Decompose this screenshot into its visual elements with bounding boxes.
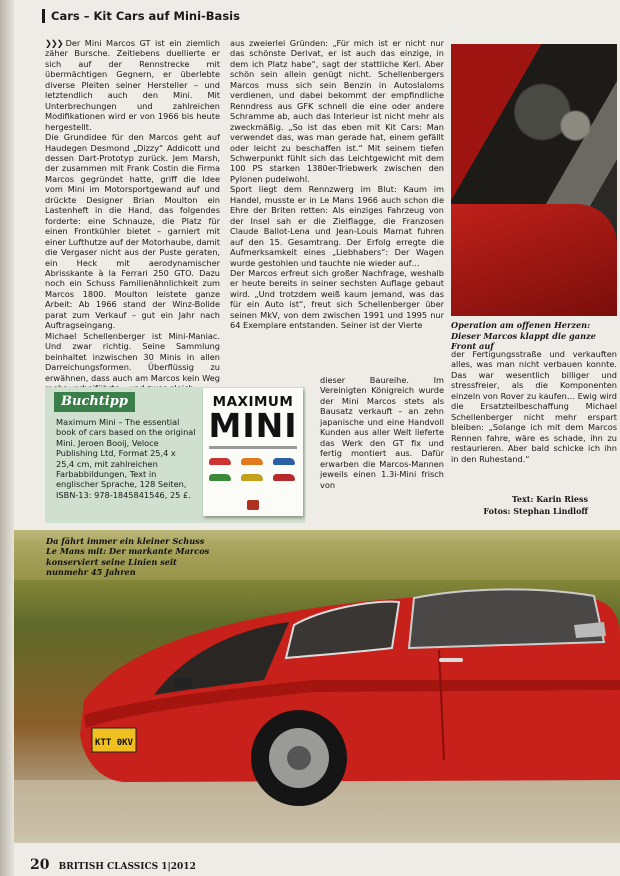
book-cover-car-icon — [273, 458, 295, 465]
credits — [483, 493, 588, 517]
engine-photo-caption: Operation am offenen Herzen: Dieser Marcos klappt die ganze Front auf — [451, 320, 596, 351]
paragraph-6: Der Marcos erfreut sich großer Nachfrage, weshalb er heute bereits in seiner sechsten Auflage gebaut wird. „Und trotzdem weiß kaum jemand, was das für ein Auto ist“, freut sich Schellenberger über seinen MkV, von dem zwischen 1991 und 1995 nur 64 Exemplare entstanden. Seiner ist der Vierte — [230, 267, 444, 331]
publisher-logo-icon — [247, 500, 259, 510]
book-tip-tag: Buchtipp — [54, 392, 135, 412]
engine-photo — [451, 44, 617, 316]
magazine-issue: BRITISH CLASSICS 1|2012 — [58, 862, 196, 872]
book-cover-title-1: MAXIMUM — [212, 394, 294, 410]
credit-photos: Fotos: Stephan Lindloff — [483, 506, 588, 516]
book-cover-car-icon — [273, 474, 295, 481]
car-photo-caption: Da fährt immer ein kleiner Schuss Le Mans mit: Der markante Marcos konserviert seine Linien seit nunmehr 45 Jahren — [46, 536, 210, 578]
page-gutter — [0, 0, 14, 876]
book-cover-car-icon — [209, 474, 231, 481]
credit-text: Text: Karin Riess — [511, 494, 588, 504]
book-tip-text: Maximum Mini – The essential book of cars based on the original Mini. Jeroen Booij, Veloce Publishing Ltd, Format 25,4 x 25,4 cm, mit zahlreichen Farbabbildungen, Text in englischer Sprache, 128 Seiten, ISBN-13: 978-1845841546, 25 £. — [56, 417, 196, 500]
paragraph-4: aus zweierlei Gründen: „Für mich ist er nicht nur das schönste Derivat, er ist auch das einzige, in dem ich Platz habe“, sagt der stattliche Kerl. Aber schön sein allein genügt nicht. Schellenbergers Marcos muss sich sein Benzin in Autoslaloms verdienen, und dabei bekommt der empfindliche Renndress aus GFK schnell die eine oder andere Schramme ab, auch das Interieur ist nicht mehr als zweckmäßig. „So ist das eben mit Kit Cars: Man verwendet das, was man gerade hat, einem gefällt oder leicht zu beschaffen ist.“ Mit seinem tiefen Schwerpunkt fühlt sich das Leichtgewicht mit dem 100 PS starken 1380er-Triebwerk zwischen den Pylonen pudelwohl. — [230, 38, 444, 184]
section-header: Cars – Kit Cars auf Mini-Basis — [42, 9, 240, 23]
paragraph-3: Michael Schellenberger ist Mini-Maniac. Und zwar richtig. Seine Sammlung beinhaltet inzwischen 30 Minis in allen Darreichungsformen. Überflüssig zu erwähnen, dass auch am Marcos kein Weg — [45, 330, 220, 383]
lead-marker: ❯❯❯ — [45, 38, 63, 48]
paragraph-5: Sport liegt dem Rennzwerg im Blut: Kaum im Handel, musste er in Le Mans 1966 auch schon die Ehre der Briten retten: Als einziges Fahrzeug von der Insel sah er die Zielflagge, die Franzosen Claude Ballot-Lena und Jean-Louis Marnat fuhren auf den 15. Gesamtrang. Der Erfolg erregte die Aufmerksamkeit eines „Liebhabers“: Der Wagen wurde gestohlen und tauchte nie wieder auf… — [230, 184, 444, 268]
paragraph-1: ❯❯❯ Der Mini Marcos GT ist ein ziemlich zäher Bursche. Zeitlebens duellierte er sich auf der Rennstrecke mit übermächtigen Gegnern, er überlebte diverse Pleiten seiner Hersteller – und letztendlich auch den Mini. Mit Unterbrechungen und zahlreichen Modifikationen wird er von 1966 bis heute hergestellt. — [45, 38, 220, 132]
book-cover — [203, 388, 303, 516]
article-column-2 — [230, 38, 444, 331]
book-cover-title-2: MINI — [208, 406, 298, 445]
book-cover-car-icon — [241, 458, 263, 465]
book-cover-car-icon — [241, 474, 263, 481]
article-column-2-continued: dieser Baureihe. Im Vereinigten Königreich wurde der Mini Marcos stets als Bausatz verkauft – an zehn japanische und eine Handvoll Kunden aus aller Welt lieferte das Werk den GT fix und fertig montiert aus. Dafür erwarben die Marcos-Mannen jeweils einen 1.3i-Mini frisch von — [320, 375, 444, 490]
door-window — [409, 589, 604, 648]
page-footer — [30, 857, 196, 873]
article-column-3: der Fertigungsstraße und verkauften alles, was man nicht verbauen konnte. Das war wesentlich billiger und stressfreier, als die Komponenten einzeln von Rover zu kaufen… Ewig wird die Ersatzteilbeschaffung Michael Schellenberger nicht mehr erspart bleiben: „Solange ich mit dem Marcos Rennen fahre, wäre es schade, ihn zu restaurieren. Aber bald schicke ich ihn in den Ruhestand.“ — [451, 349, 617, 464]
paragraph-2: Die Grundidee für den Marcos geht auf Haudegen Desmond „Dizzy“ Addicott und dessen Dart-Prototyp zurück. Jem Marsh, der zusammen mit Frank Costin die Firma Marcos gegründet hatte, griff die Idee vom Mini im Motorsportgewand auf und drückte Designer Brian Moulton ein Lastenheft in die Hand, das folgendes forderte: eine Schnauze, die Platz für einen Frontkühler bietet – garniert mit einer Lufthutze auf der Motorhaube, damit die Vergaser nicht aus der Puste geraten, ein Heck mit aerodynamischer Abrisskante à la Ferrari 250 GTO. Dazu noch ein Schuss Familienähnlichkeit zum Marcos 1800. Moulton leistete ganze Arbeit: Ab 1966 stand der Winz-Bolide parat zum Verkauf – gut ein Jahr nach Auftragseingang. — [45, 132, 220, 331]
book-cover-car-icon — [209, 458, 231, 465]
article-column-1 — [45, 38, 220, 393]
engine-photo-bodywork — [451, 204, 617, 316]
number-plate-text: KTT 0KV — [95, 738, 133, 748]
page-number: 20 — [30, 857, 50, 873]
book-cover-subtitle-line — [209, 446, 297, 449]
